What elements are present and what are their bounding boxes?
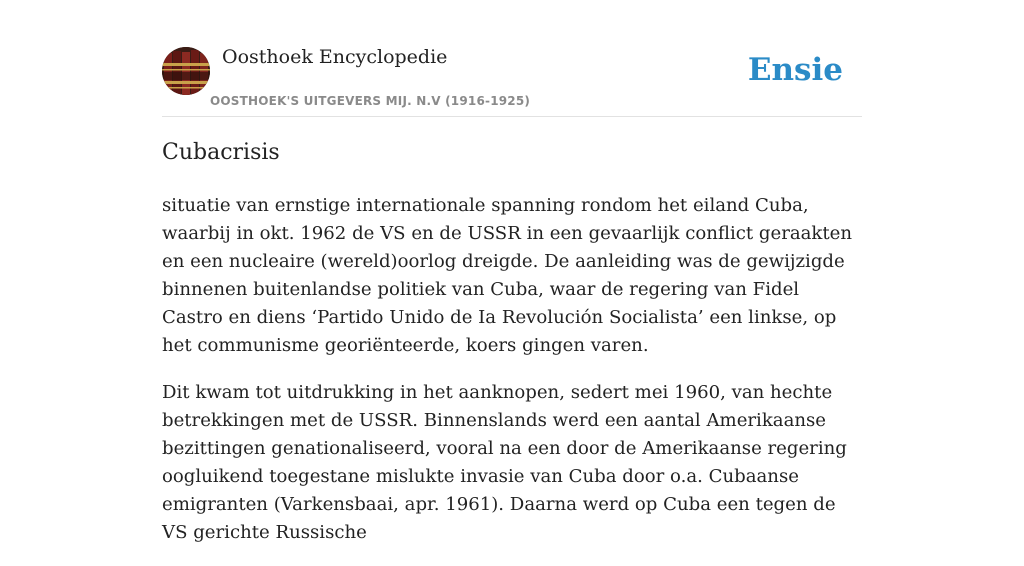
avatar[interactable] <box>162 47 210 95</box>
article-paragraph: Dit kwam tot uitdrukking in het aanknopen, sedert mei 1960, van hechte betrekkingen met de USSR. Binnenslands werd een aantal Amerikaanse bezittingen genationaliseerd, vooral na een door de Amerikaanse regering oogluikend toegestane mislukte invasie van Cuba door o.a. Cubaanse emigranten (Varkensbaai, apr. 1961). Daarna werd op Cuba een tegen de VS gerichte Russische <box>162 382 847 543</box>
page-title: Cubacrisis <box>162 140 280 165</box>
article-paragraph: situatie van ernstige internationale spanning rondom het eiland Cuba, waarbij in okt. 1962 de VS en de USSR in een gevaarlijk conflict geraakten en een nucleaire (wereld)oorlog dreigde. De aanleiding was de gewijzigde binnenen buitenlandse politiek van Cuba, waar de regering van Fidel Castro en diens ‘Partido Unido de Ia Revolución Socialista’ een linkse, op het communisme georiënteerde, koers gingen varen. <box>162 195 853 356</box>
publisher-label: OOSTHOEK'S UITGEVERS MIJ. N.V (1916-1925) <box>210 94 531 108</box>
article-body <box>162 192 862 566</box>
book-spines-icon <box>162 47 210 95</box>
site-name[interactable]: Oosthoek Encyclopedie <box>222 46 448 68</box>
site-header <box>162 0 862 117</box>
ensie-logo[interactable]: Ensie <box>747 52 843 88</box>
page <box>162 0 862 543</box>
